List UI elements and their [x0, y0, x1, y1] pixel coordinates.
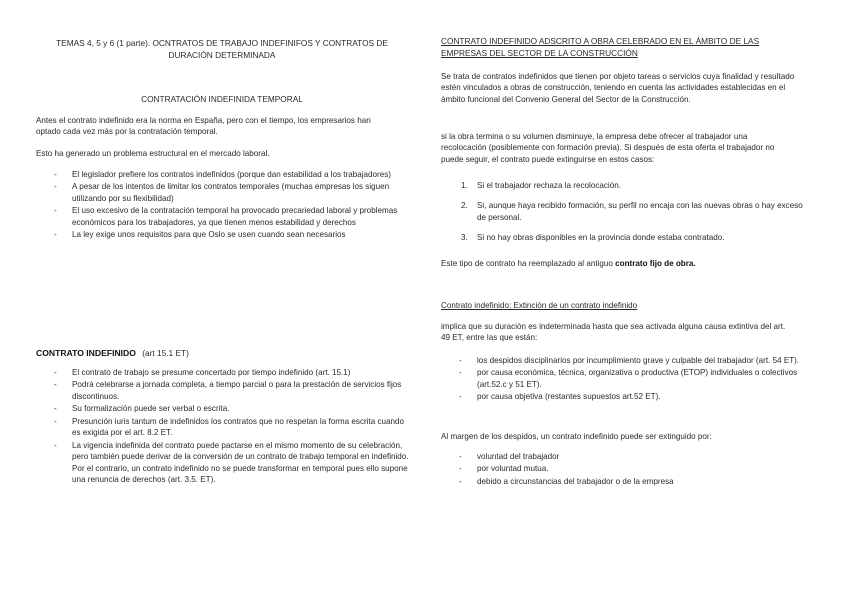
item-number: 1. [461, 181, 468, 190]
extincion-paragraph: implica que su duración es indeterminada hasta que sea activada alguna causa extintiva del art. 49 ET, entre las que están: [441, 322, 786, 343]
list-item: - El contrato de trabajo se presume concertado por tiempo indefinido (art. 15.1) [36, 367, 410, 378]
list-item: - por causa económica, técnica, organizativa o productiva (ETOP) individuales o colectivos (art.52.c y 51 ET). [441, 367, 807, 390]
list-item: - por voluntad mutua. [441, 463, 807, 474]
item-text: Si no hay obras disponibles en la provincia donde estaba contratado. [477, 233, 725, 243]
list-item: - los despidos disciplinarios por incumplimiento grave y culpable del trabajador (art. 54 ET). [441, 355, 807, 366]
contrato-indefinido-ref: (art 15.1 ET) [142, 348, 189, 358]
obra-contract-heading: CONTRATO INDEFINIDO ADSCRITO A OBRA CELEBRADO EN EL ÁMBITO DE LAS EMPRESAS DEL SECTOR DE LA CONSTRUCCIÓN [441, 36, 760, 58]
item-text: Si, aunque haya recibido formación, su perfil no encaja con las nuevas obras o hay exceso de personal. [477, 201, 803, 222]
list-item: - Podrá celebrarse a jornada completa, a tiempo parcial o para la prestación de servicios fijos discontinuos. [36, 379, 410, 402]
list-item: - El uso excesivo de la contratación temporal ha provocado precariedad laboral y problemas económicos para los trabajadores, ya que tienen menos estabilidad y derechos [36, 205, 408, 228]
recolocacion-paragraph: si la obra termina o su volumen disminuye, la empresa debe ofrecer al trabajador una recolocación (posiblemente con formación previa). Si después de esta oferta el trabajador no puede seguir, el contrato puede extinguirse en estos casos: [441, 132, 775, 164]
item-number: 2. [461, 201, 468, 211]
otras-causas-list [441, 451, 807, 488]
list-item: - El legislador prefiere los contratos indefinidos (porque dan estabilidad a los trabajadores) [36, 169, 408, 180]
intro-paragraph: Antes el contrato indefinido era la norma en España, pero con el tiempo, los empresarios han optado cada vez más por la contratación temporal. [36, 116, 371, 137]
list-item [441, 200, 807, 223]
structural-problem-paragraph: Esto ha generado un problema estructural en el mercado laboral. [36, 149, 270, 158]
item-number: 3. [461, 233, 468, 243]
list-item: - Presunción iuris tantum de indefinidos los contratos que no respetan la forma escrita cuando es exigida por el art. 8.2 ET. [36, 416, 410, 439]
list-item: - debido a circunstancias del trabajador o de la empresa [441, 476, 807, 487]
despidos-list [441, 355, 807, 404]
extincion-heading: Contrato indefinido: Extinción de un contrato indefinido [441, 301, 638, 310]
list-item: - La ley exige unos requisitos para que Oslo se usen cuando sean necesarios [36, 229, 408, 240]
obra-contract-paragraph: Se trata de contratos indefinidos que tienen por objeto tareas o servicios cuya finalidad y resultado estén vinculados a obras de construcción, teniendo en cuenta las actividades establecidas en el ámbito funcional del Convenio General del Sector de la Construcción. [441, 72, 795, 104]
fijo-de-obra-paragraph [441, 258, 807, 269]
contrato-indefinido-list [36, 367, 410, 487]
list-item: - La vigencia indefinida del contrato puede pactarse en el mismo momento de su celebración, pero también puede derivar de la conversión de un contrato de trabajo temporal en indefinido. Por el contrario, un contrato indefinido no se puede transformar en temporal pues ello supone una renuncia de derechos (art. 3.5. ET). [36, 440, 410, 486]
list-item: - Su formalización puede ser verbal o escrita. [36, 403, 410, 414]
list-item: - A pesar de los intentos de limitar los contratos temporales (muchas empresas los siguen utilizando por su flexibilidad) [36, 181, 408, 204]
contrato-indefinido-heading [36, 347, 189, 360]
list-item: - por causa objetiva (restantes supuestos art.52 ET). [441, 391, 807, 402]
list-item: - voluntad del trabajador [441, 451, 807, 462]
document-title: TEMAS 4, 5 y 6 (1 parte). OCNTRATOS DE TRABAJO INDEFINIFOS Y CONTRATOS DE DURACIÓN DETERMINADA [56, 38, 388, 61]
section-heading-contratacion: CONTRATACIÓN INDEFINIDA TEMPORAL [141, 94, 303, 104]
list-item [441, 180, 807, 191]
otras-causas-paragraph: Al margen de los despidos, un contrato indefinido puede ser extinguido por: [441, 432, 712, 441]
temporal-contracts-list [36, 169, 408, 242]
contrato-indefinido-title: CONTRATO INDEFINIDO [36, 348, 136, 358]
fijo-de-obra-text: Este tipo de contrato ha reemplazado al antiguo [441, 259, 613, 268]
extincion-cases-list [441, 180, 807, 253]
fijo-de-obra-bold: contrato fijo de obra. [615, 259, 696, 268]
item-text: Si el trabajador rechaza la recolocación. [477, 181, 621, 190]
list-item [441, 232, 807, 243]
